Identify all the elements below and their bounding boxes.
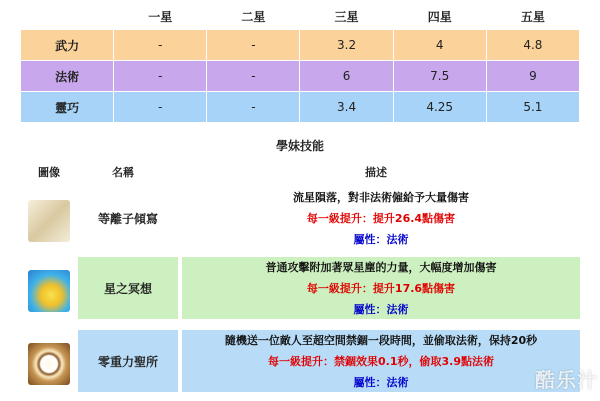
stats-cell: - (114, 61, 207, 92)
skill-name: 星之冥想 (78, 257, 178, 319)
stats-cell: 3.2 (300, 30, 393, 61)
stats-cell: - (207, 30, 300, 61)
stats-cell: - (207, 61, 300, 92)
skill-attribute-text: 屬性：法術 (353, 302, 409, 316)
site-watermark: 酷乐汁 (535, 368, 598, 392)
stats-cell: 9 (486, 61, 579, 92)
stats-attr-label: 靈巧 (21, 92, 114, 123)
stats-header-2-star: 二星 (207, 4, 300, 30)
stats-attr-label: 武力 (21, 30, 114, 61)
stats-header-empty (21, 4, 114, 30)
skills-header-desc: 描述 (365, 166, 387, 179)
skill-description (182, 257, 580, 319)
skill-attribute-text: 屬性：法術 (353, 375, 409, 389)
skill-desc-text: 隨機送一位敵人至超空間禁錮一段時間，並偷取法術，保持20秒 (224, 334, 538, 348)
skill-name: 零重力聖所 (78, 330, 178, 392)
skill-desc-text: 流星隕落，對非法術僱給予大量傷害 (293, 191, 469, 205)
stats-cell: 3.4 (300, 92, 393, 123)
stats-cell: 5.1 (486, 92, 579, 123)
skill-row-zero-gravity (20, 330, 580, 392)
skill-upgrade-text: 每一級提升：禁錮效果0.1秒，偷取3.9點法術 (268, 354, 494, 368)
skill-name: 等離子傾寫 (97, 211, 158, 226)
stats-cell: - (114, 92, 207, 123)
stats-header-4-star: 四星 (393, 4, 486, 30)
skill-upgrade-text: 每一級提升：提升26.4點傷害 (306, 211, 456, 225)
stats-cell: 4.8 (486, 30, 579, 61)
skills-header-row (20, 162, 580, 182)
stats-cell: 6 (300, 61, 393, 92)
skill-row-star-meditation (20, 257, 580, 319)
stats-cell: - (207, 92, 300, 123)
stats-cell: 4.25 (393, 92, 486, 123)
star-stats-table (20, 4, 580, 123)
skill-desc-text: 普通攻擊附加著眾星塵的力量，大幅度增加傷害 (265, 261, 497, 275)
gravity-ring-icon (28, 343, 70, 385)
stats-cell: 7.5 (393, 61, 486, 92)
stats-row-agility (21, 92, 580, 123)
falling-stars-icon (28, 200, 70, 242)
stats-header-1-star: 一星 (114, 4, 207, 30)
skill-description (182, 187, 580, 249)
stats-row-magic (21, 61, 580, 92)
skill-upgrade-text: 每一級提升：提升17.6點傷害 (306, 281, 456, 295)
skill-attribute-text: 屬性：法術 (353, 232, 409, 246)
skills-section-title: 學妹技能 (275, 139, 324, 153)
skills-header-name: 名稱 (112, 166, 134, 179)
stats-cell: - (114, 30, 207, 61)
stats-row-strength (21, 30, 580, 61)
skill-description (182, 330, 580, 392)
stats-header-row (21, 4, 580, 30)
golden-swirl-icon (28, 270, 70, 312)
stats-header-5-star: 五星 (486, 4, 579, 30)
stats-cell: 4 (393, 30, 486, 61)
stats-attr-label: 法術 (21, 61, 114, 92)
stats-header-3-star: 三星 (300, 4, 393, 30)
skill-row-plasma (20, 187, 580, 249)
skills-header-icon: 圖像 (38, 166, 60, 179)
